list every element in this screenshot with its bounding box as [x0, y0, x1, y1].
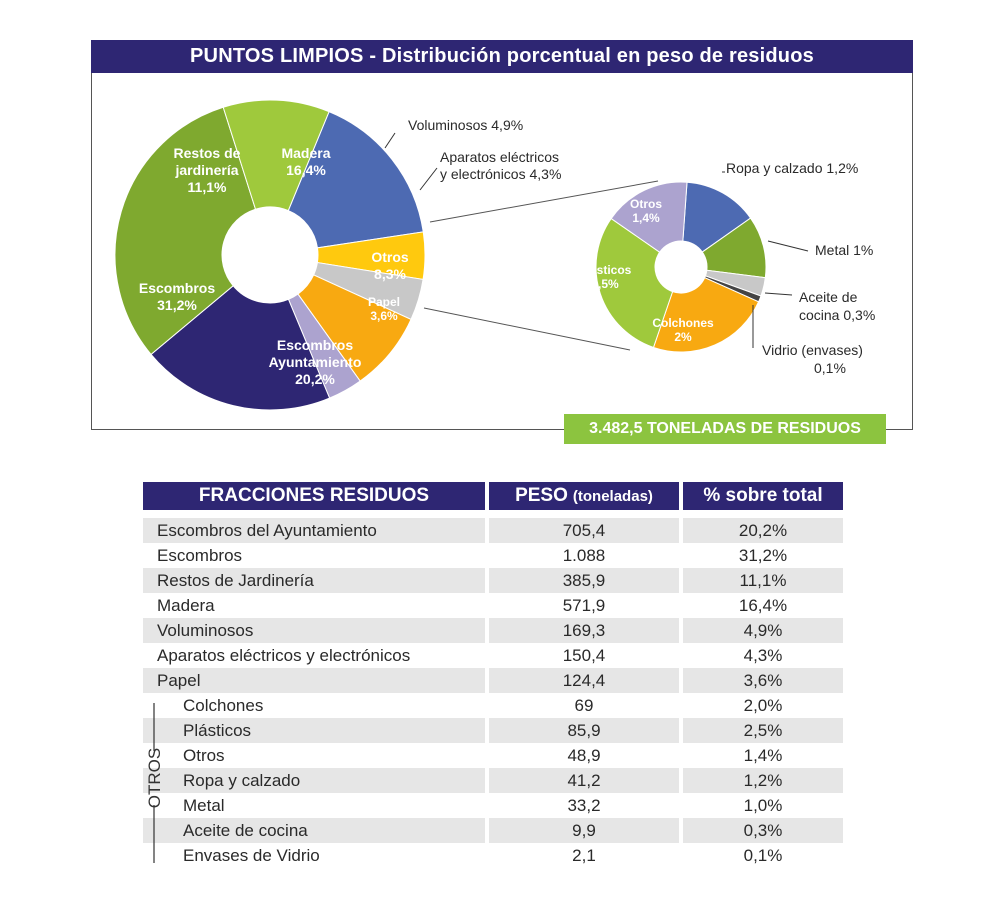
label-escombros: Escombros 31,2%: [138, 280, 216, 313]
table-row-peso: 2,1: [572, 845, 596, 865]
table-row-name: Envases de Vidrio: [183, 845, 320, 865]
label-papel: Papel 3,6%: [367, 295, 401, 323]
table-row-peso: 41,2: [489, 768, 679, 793]
label-escombros-ayuntamiento: Escombros Ayuntamiento 20,2%: [268, 337, 362, 387]
table-row-pct: 1,4%: [743, 745, 783, 765]
table-row-peso: 69: [574, 695, 594, 715]
table-row-pct: 2,5%: [683, 718, 843, 743]
table-row-pct: 4,9%: [683, 618, 843, 643]
table-row-name: Ropa y calzado: [143, 768, 485, 793]
table-row-pct: 0,1%: [743, 845, 783, 865]
otros-group-label: OTROS: [145, 747, 164, 809]
table-row-pct: 1,2%: [683, 768, 843, 793]
header-peso-label: PESO: [515, 485, 568, 506]
table-row-peso: 571,9: [562, 595, 606, 615]
total-tonnage-badge: 3.482,5 TONELADAS DE RESIDUOS: [564, 414, 886, 444]
label-restos-de-jardineria: Restos de jardinería 11,1%: [173, 145, 241, 195]
table-row-peso: 9,9: [489, 818, 679, 843]
small-label-ropa-y-calzado: Ropa y calzado 1,2%: [726, 160, 859, 176]
table-row-peso: 33,2: [567, 795, 601, 815]
table-row-name: Escombros: [157, 545, 243, 565]
label-madera: Madera 16,4%: [281, 145, 331, 178]
table-row-peso: 150,4: [562, 645, 606, 665]
table-row-name: Restos de Jardinería: [143, 568, 485, 593]
table-row-name: Papel: [143, 668, 485, 693]
label-aparatos-electricos-y-electronicos: Aparatos eléctricos y electrónicos 4,3%: [440, 149, 562, 182]
header-fracciones: FRACCIONES RESIDUOS: [143, 482, 485, 510]
otros-group-bracket: [137, 703, 171, 863]
table-row-name: Aparatos eléctricos y electrónicos: [157, 645, 411, 665]
label-otros: Otros 8,3%: [371, 249, 409, 282]
table-row-pct: 1,0%: [743, 795, 783, 815]
table-row-name: Madera: [157, 595, 215, 615]
header-peso: [489, 482, 679, 510]
small-label-plasticos: Plásticos 2,5%: [578, 263, 632, 291]
header-pct: % sobre total: [683, 482, 843, 510]
table-row-pct: 31,2%: [738, 545, 788, 565]
small-label-metal: Metal 1%: [815, 242, 874, 258]
table-row-pct: 0,3%: [683, 818, 843, 843]
table-row-peso: 85,9: [489, 718, 679, 743]
table-row-name: Escombros del Ayuntamiento: [143, 518, 485, 543]
table-row-pct: 11,1%: [683, 568, 843, 593]
table-row-pct: 20,2%: [683, 518, 843, 543]
small-label-vidrio-envases: Vidrio (envases) 0,1%: [762, 342, 863, 376]
table-row-name: Otros: [183, 745, 225, 765]
table-row-name: Voluminosos: [143, 618, 485, 643]
table-row-peso: 169,3: [489, 618, 679, 643]
table-row-name: Aceite de cocina: [143, 818, 485, 843]
small-label-colchones: Colchones 2%: [652, 316, 714, 344]
table-row-peso: 385,9: [489, 568, 679, 593]
table-row-pct: 2,0%: [743, 695, 783, 715]
small-label-otros: Otros 1,4%: [629, 197, 663, 225]
label-voluminosos: Voluminosos 4,9%: [408, 117, 524, 133]
table-row-name: Metal: [183, 795, 225, 815]
header-peso-unit: (toneladas): [572, 487, 653, 505]
table-row-pct: 3,6%: [683, 668, 843, 693]
table-row-peso: 705,4: [489, 518, 679, 543]
table-row-pct: 16,4%: [738, 595, 788, 615]
table-row-peso: 48,9: [567, 745, 601, 765]
table-row-peso: 1.088: [562, 545, 606, 565]
chart-title: PUNTOS LIMPIOS - Distribución porcentual en peso de residuos: [91, 40, 913, 73]
table-row-name: Colchones: [183, 695, 264, 715]
small-label-aceite-de-cocina: Aceite de cocina 0,3%: [799, 289, 876, 323]
table-row-peso: 124,4: [489, 668, 679, 693]
table-row-name: Plásticos: [143, 718, 485, 743]
table-row-pct: 4,3%: [743, 645, 783, 665]
